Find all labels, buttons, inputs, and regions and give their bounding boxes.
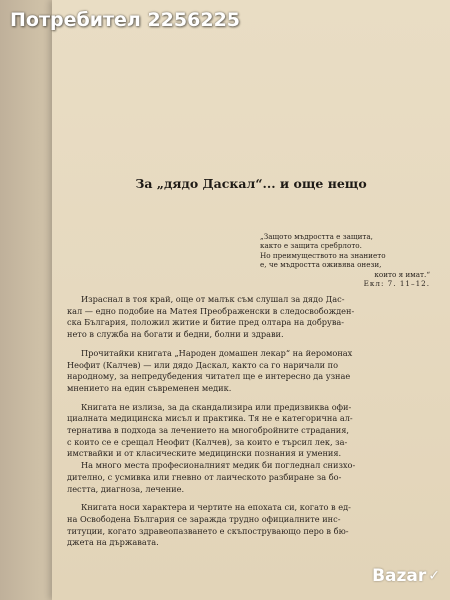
- background-surface: [0, 0, 60, 600]
- text-line: мнението на един съвременен медик.: [67, 382, 232, 393]
- text-line: джета на държавата.: [67, 537, 159, 548]
- epigraph: [260, 232, 430, 288]
- text-line: титуции, когато здравеопазването е скъпострувающо перо в бю-: [67, 525, 349, 536]
- text-line: народному, за непредубедения читател ще е интересно да узнае: [67, 371, 351, 382]
- paragraph-gap: [67, 341, 435, 348]
- paragraph-gap: [67, 395, 435, 402]
- chapter-title: За „дядо Даскал“... и още нещо: [135, 176, 367, 191]
- epigraph-line: е, че мъдростта оживява онези,: [260, 260, 382, 270]
- text-line: На много места професионалният медик би погледнал снизхо-: [81, 460, 356, 471]
- epigraph-line: както е защита сребрлото.: [260, 241, 362, 251]
- text-line: Книгата не излиза, за да скандализира или предизвиква офи-: [81, 401, 352, 412]
- checkmark-icon: ✓: [428, 568, 440, 584]
- paragraph: [67, 294, 435, 341]
- user-watermark: [0, 0, 450, 40]
- text-line: нето в служба на богати и бедни, болни и здрави.: [67, 329, 284, 340]
- text-line: Прочитайки книгата „Народен домашен лекар“ на йеромонах: [81, 347, 353, 358]
- text-line: с които се е срещал Неофит (Калчев), за които е търсил лек, за-: [67, 436, 348, 447]
- text-line: Книгата носи характера и чертите на епохата си, когато в ед-: [81, 502, 351, 513]
- user-watermark-text: Потребител 2256225: [10, 9, 241, 31]
- bazar-logo: [372, 566, 440, 586]
- text-line: тернатива в подхода за лечението на многобройните страдания,: [67, 425, 350, 436]
- paragraph: [67, 502, 435, 549]
- paragraph: [67, 348, 435, 395]
- text-line: Израснал в тоя край, още от малък съм слушал за дядо Дас-: [81, 294, 345, 304]
- epigraph-line: Но преимуществото на знанието: [260, 250, 386, 260]
- text-line: кал — едно подобие на Матея Преображенски в следосвобожден-: [67, 305, 355, 316]
- text-line: лестта, диагноза, лечение.: [67, 483, 185, 494]
- epigraph-reference: Екл: 7. 11–12.: [363, 279, 430, 289]
- epigraph-line: „Защото мъдростта е защита,: [260, 232, 373, 241]
- text-line: дително, с усмивка или гневно от лаическото разбиране за бо-: [67, 471, 342, 482]
- text-line: имствайки и от класическите медицински познания и умения.: [67, 448, 342, 459]
- text-line: циалната медицинска мисъл и практика. Тя не е категорична ал-: [67, 413, 353, 424]
- text-line: ска България, положил житие и битие пред олтара на добрува-: [67, 317, 345, 328]
- epigraph-line: които я имат.“: [374, 269, 430, 279]
- paragraph: [67, 402, 435, 496]
- text-line: Неофит (Калчев) — или дядо Даскал, както са го наричали по: [67, 359, 339, 370]
- paragraph-gap: [67, 495, 435, 502]
- bazar-logo-text: Bazar: [372, 566, 427, 586]
- body-text: [67, 294, 435, 549]
- text-line: на Освободена България се заражда трудно официалните инс-: [67, 513, 341, 524]
